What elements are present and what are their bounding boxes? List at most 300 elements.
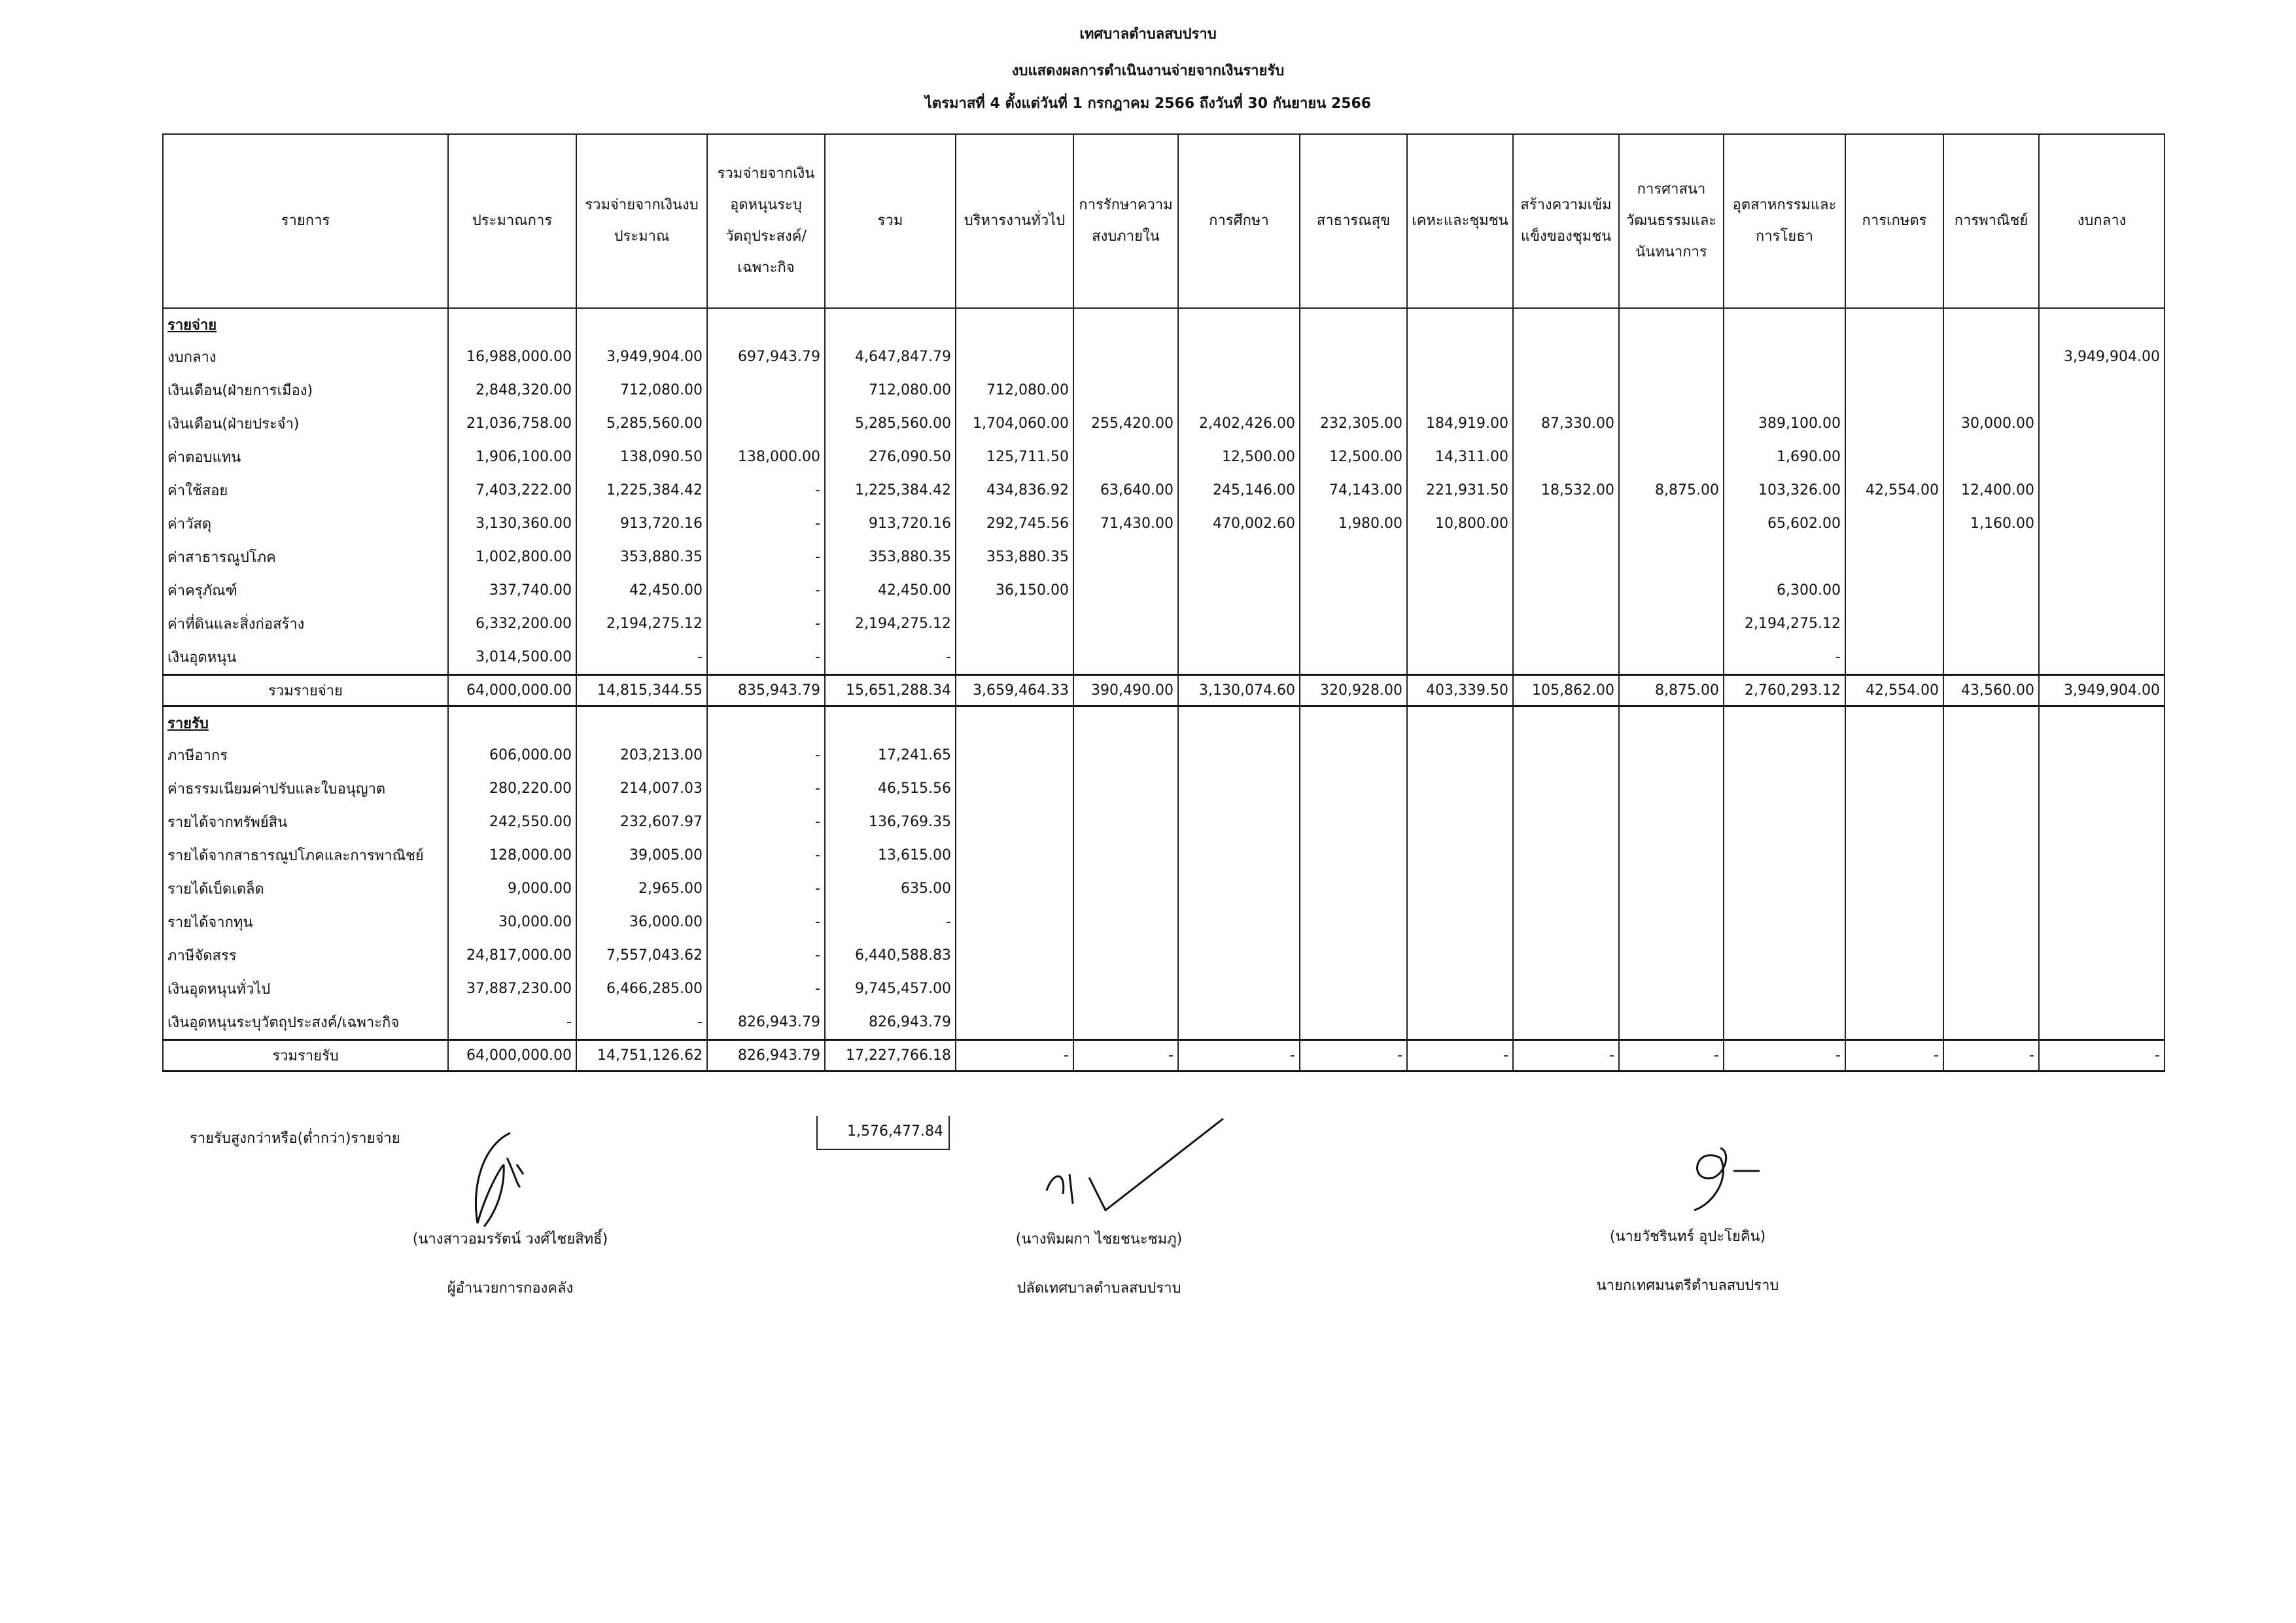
table-cell: 712,080.00 <box>825 374 956 407</box>
table-cell: 320,928.00 <box>1300 675 1407 707</box>
table-cell: - <box>1178 1040 1300 1072</box>
table-cell: 12,400.00 <box>1943 474 2039 507</box>
table-cell <box>1845 872 1943 905</box>
table-cell: 74,143.00 <box>1300 474 1407 507</box>
table-cell <box>1845 772 1943 805</box>
col-header: รวมจ่ายจากเงินงบประมาณ <box>576 134 707 308</box>
table-cell <box>707 374 825 407</box>
report-period: ไตรมาสที่ 4 ตั้งแต่วันที่ 1 กรกฎาคม 2566 ถึงวันที่ 30 กันยายน 2566 <box>924 96 1372 112</box>
table-cell <box>1407 574 1513 607</box>
table-cell <box>1619 374 1724 407</box>
table-cell: 8,875.00 <box>1619 474 1724 507</box>
table-cell <box>1845 540 1943 574</box>
table-cell: เงินอุดหนุน <box>163 640 448 675</box>
table-cell: ภาษีจัดสรร <box>163 939 448 972</box>
table-cell <box>1943 1005 2039 1040</box>
table-cell <box>956 872 1073 905</box>
table-cell: ค่าใช้สอย <box>163 474 448 507</box>
col-header: รายการ <box>163 134 448 308</box>
table-row <box>163 374 2165 407</box>
table-cell <box>1943 707 2039 739</box>
table-cell: 6,332,200.00 <box>448 607 576 640</box>
table-cell <box>1513 772 1619 805</box>
table-cell <box>1407 340 1513 374</box>
col-header: การรักษาความสงบภายใน <box>1073 134 1178 308</box>
table-cell <box>1178 340 1300 374</box>
table-cell: 353,880.35 <box>825 540 956 574</box>
table-cell <box>1513 739 1619 772</box>
table-cell: เงินเดือน(ฝ่ายประจำ) <box>163 407 448 440</box>
table-row <box>163 1005 2165 1040</box>
signature-block-finance-director <box>353 1227 667 1299</box>
table-cell: รายได้จากทรัพย์สิน <box>163 805 448 839</box>
table-cell <box>1943 872 2039 905</box>
table-cell: - <box>576 1005 707 1040</box>
table-cell <box>1724 340 1845 374</box>
signatory-name: (นางสาวอมรรัตน์ วงศ์ไชยสิทธิ์) <box>412 1231 608 1248</box>
table-cell <box>1407 540 1513 574</box>
table-cell: - <box>707 640 825 675</box>
table-cell <box>1619 772 1724 805</box>
table-cell: 9,000.00 <box>448 872 576 905</box>
table-cell: 17,241.65 <box>825 739 956 772</box>
section-header-row <box>163 308 2165 340</box>
table-cell <box>1178 374 1300 407</box>
table-cell <box>1513 707 1619 739</box>
table-cell <box>1073 839 1178 872</box>
table-cell: - <box>707 607 825 640</box>
table-cell <box>1073 607 1178 640</box>
table-row <box>163 739 2165 772</box>
table-cell: 7,557,043.62 <box>576 939 707 972</box>
table-cell <box>1178 939 1300 972</box>
table-cell: 16,988,000.00 <box>448 340 576 374</box>
table-cell <box>2039 640 2165 675</box>
table-cell <box>1407 707 1513 739</box>
table-cell <box>1943 340 2039 374</box>
table-cell: 826,943.79 <box>707 1005 825 1040</box>
table-cell: 835,943.79 <box>707 675 825 707</box>
col-header: รวมจ่ายจากเงินอุดหนุนระบุวัตถุประสงค์/เฉพาะกิจ <box>707 134 825 308</box>
table-cell <box>825 707 956 739</box>
table-cell <box>576 308 707 340</box>
table-cell <box>1178 872 1300 905</box>
table-cell <box>1619 340 1724 374</box>
table-cell <box>1845 407 1943 440</box>
table-cell <box>1943 939 2039 972</box>
table-cell <box>1300 574 1407 607</box>
table-cell: 434,836.92 <box>956 474 1073 507</box>
table-cell <box>1407 772 1513 805</box>
table-cell <box>1845 739 1943 772</box>
table-cell <box>1724 839 1845 872</box>
table-cell: 36,000.00 <box>576 905 707 939</box>
table-cell: 13,615.00 <box>825 839 956 872</box>
table-cell: 5,285,560.00 <box>576 407 707 440</box>
signatory-name: (นายวัชรินทร์ อุปะโยคิน) <box>1609 1229 1766 1245</box>
table-row <box>163 440 2165 474</box>
table-cell <box>1943 640 2039 675</box>
table-cell <box>1073 707 1178 739</box>
col-header: บริหารงานทั่วไป <box>956 134 1073 308</box>
table-cell <box>1513 607 1619 640</box>
table-cell: 42,554.00 <box>1845 675 1943 707</box>
table-cell: 138,090.50 <box>576 440 707 474</box>
table-cell <box>1845 707 1943 739</box>
table-cell <box>1943 540 2039 574</box>
table-cell: 389,100.00 <box>1724 407 1845 440</box>
table-cell: 46,515.56 <box>825 772 956 805</box>
table-cell <box>1178 972 1300 1005</box>
table-cell <box>1073 939 1178 972</box>
table-row <box>163 574 2165 607</box>
table-cell: - <box>1724 1040 1845 1072</box>
table-cell <box>1619 707 1724 739</box>
table-cell: 712,080.00 <box>576 374 707 407</box>
table-cell <box>1513 805 1619 839</box>
table-cell: 105,862.00 <box>1513 675 1619 707</box>
col-header: สาธารณสุข <box>1300 134 1407 308</box>
table-cell: ค่าธรรมเนียมค่าปรับและใบอนุญาต <box>163 772 448 805</box>
table-cell: รายได้จากสาธารณูปโภคและการพาณิชย์ <box>163 839 448 872</box>
table-cell <box>1300 374 1407 407</box>
table-cell <box>1300 340 1407 374</box>
table-cell: 15,651,288.34 <box>825 675 956 707</box>
table-cell <box>1073 640 1178 675</box>
table-cell: - <box>1513 1040 1619 1072</box>
table-cell: 337,740.00 <box>448 574 576 607</box>
table-cell: เงินเดือน(ฝ่ายการเมือง) <box>163 374 448 407</box>
table-cell <box>1073 972 1178 1005</box>
table-cell: 138,000.00 <box>707 440 825 474</box>
table-cell <box>1073 772 1178 805</box>
table-cell <box>1073 1005 1178 1040</box>
table-cell: - <box>1943 1040 2039 1072</box>
difference-value: 1,576,477.84 <box>816 1116 950 1150</box>
table-header-row <box>163 134 2165 308</box>
table-cell: 136,769.35 <box>825 805 956 839</box>
table-cell <box>1513 972 1619 1005</box>
table-cell <box>1619 872 1724 905</box>
table-cell <box>2039 839 2165 872</box>
table-cell: 2,965.00 <box>576 872 707 905</box>
table-cell <box>1619 507 1724 540</box>
table-cell <box>163 707 448 739</box>
table-cell <box>1073 739 1178 772</box>
table-cell <box>1178 308 1300 340</box>
table-cell <box>2039 440 2165 474</box>
table-cell <box>825 308 956 340</box>
table-cell: 14,751,126.62 <box>576 1040 707 1072</box>
table-cell <box>1724 707 1845 739</box>
table-cell <box>1845 805 1943 839</box>
table-cell <box>956 939 1073 972</box>
table-cell <box>1300 939 1407 972</box>
table-cell <box>1619 805 1724 839</box>
table-cell <box>1300 905 1407 939</box>
table-cell: - <box>707 939 825 972</box>
col-header: การพาณิชย์ <box>1943 134 2039 308</box>
total-row-expense <box>163 675 2165 707</box>
table-cell <box>1619 640 1724 675</box>
table-cell <box>1845 374 1943 407</box>
table-cell <box>1178 739 1300 772</box>
table-cell <box>1300 607 1407 640</box>
signature-block-mayor <box>1531 1225 1845 1297</box>
table-cell <box>1073 574 1178 607</box>
table-cell <box>1513 574 1619 607</box>
table-cell <box>2039 607 2165 640</box>
table-cell: 12,500.00 <box>1300 440 1407 474</box>
table-cell <box>956 707 1073 739</box>
table-cell <box>2039 939 2165 972</box>
table-cell <box>448 707 576 739</box>
table-cell: 606,000.00 <box>448 739 576 772</box>
table-cell <box>1724 308 1845 340</box>
col-header: สร้างความเข้มแข็งของชุมชน <box>1513 134 1619 308</box>
table-cell <box>1407 972 1513 1005</box>
table-cell <box>1407 607 1513 640</box>
table-cell: - <box>576 640 707 675</box>
table-cell: 913,720.16 <box>576 507 707 540</box>
table-cell: 203,213.00 <box>576 739 707 772</box>
table-cell: 10,800.00 <box>1407 507 1513 540</box>
table-cell: - <box>707 540 825 574</box>
table-cell: 3,659,464.33 <box>956 675 1073 707</box>
table-cell <box>1300 640 1407 675</box>
table-cell: - <box>707 772 825 805</box>
table-row <box>163 540 2165 574</box>
table-cell <box>956 905 1073 939</box>
table-cell <box>1513 507 1619 540</box>
table-cell <box>1073 905 1178 939</box>
table-cell <box>1513 640 1619 675</box>
table-cell: 30,000.00 <box>1943 407 2039 440</box>
table-cell: ค่าวัสดุ <box>163 507 448 540</box>
table-cell <box>1845 440 1943 474</box>
difference-label: รายรับสูงกว่าหรือ(ต่ำกว่า)รายจ่าย <box>190 1130 400 1147</box>
table-cell <box>956 739 1073 772</box>
table-cell: รายได้จากทุน <box>163 905 448 939</box>
table-cell <box>1724 805 1845 839</box>
section-label: รายจ่าย <box>167 317 217 334</box>
table-cell <box>1513 374 1619 407</box>
table-cell <box>707 707 825 739</box>
table-cell <box>1178 805 1300 839</box>
table-cell: 1,704,060.00 <box>956 407 1073 440</box>
table-cell: 30,000.00 <box>448 905 576 939</box>
table-cell <box>1513 872 1619 905</box>
table-cell <box>1845 607 1943 640</box>
table-row <box>163 772 2165 805</box>
table-cell <box>1513 308 1619 340</box>
table-cell: - <box>707 507 825 540</box>
table-cell <box>1300 739 1407 772</box>
table-cell <box>1407 308 1513 340</box>
table-cell: - <box>707 872 825 905</box>
table-cell: 12,500.00 <box>1178 440 1300 474</box>
col-header: การศาสนาวัฒนธรรมและนันทนาการ <box>1619 134 1724 308</box>
table-cell: 3,130,074.60 <box>1178 675 1300 707</box>
table-cell <box>1407 805 1513 839</box>
table-cell <box>1845 340 1943 374</box>
table-cell: 276,090.50 <box>825 440 956 474</box>
table-row <box>163 607 2165 640</box>
table-cell: 913,720.16 <box>825 507 956 540</box>
table-cell <box>1845 640 1943 675</box>
table-cell <box>2039 374 2165 407</box>
table-cell <box>1619 905 1724 939</box>
table-cell: 635.00 <box>825 872 956 905</box>
col-header: เคหะและชุมชน <box>1407 134 1513 308</box>
table-cell: 2,402,426.00 <box>1178 407 1300 440</box>
table-cell: 403,339.50 <box>1407 675 1513 707</box>
table-cell <box>2039 972 2165 1005</box>
table-cell: 184,919.00 <box>1407 407 1513 440</box>
table-cell: ค่าที่ดินและสิ่งก่อสร้าง <box>163 607 448 640</box>
table-cell: 21,036,758.00 <box>448 407 576 440</box>
signatory-title: นายกเทศมนตรีตำบลสบปราบ <box>1596 1278 1779 1294</box>
table-cell <box>1300 707 1407 739</box>
table-cell: 65,602.00 <box>1724 507 1845 540</box>
table-cell: 71,430.00 <box>1073 507 1178 540</box>
table-cell <box>1178 607 1300 640</box>
table-cell <box>956 772 1073 805</box>
signature-block-municipal-clerk <box>942 1227 1256 1299</box>
table-cell <box>1724 1005 1845 1040</box>
total-row-income <box>163 1040 2165 1072</box>
table-cell <box>956 607 1073 640</box>
table-cell: 3,014,500.00 <box>448 640 576 675</box>
table-cell <box>2039 739 2165 772</box>
table-cell <box>1513 839 1619 872</box>
signatory-name: (นางพิมผกา ไชยชนะชมภู) <box>1015 1231 1183 1248</box>
table-cell <box>1300 308 1407 340</box>
table-cell: 9,745,457.00 <box>825 972 956 1005</box>
table-cell <box>1513 540 1619 574</box>
table-cell <box>2039 905 2165 939</box>
table-cell: - <box>1619 1040 1724 1072</box>
table-row <box>163 507 2165 540</box>
table-cell: - <box>707 739 825 772</box>
table-cell: 14,311.00 <box>1407 440 1513 474</box>
table-cell: - <box>825 640 956 675</box>
org-name: เทศบาลตำบลสบปราบ <box>1079 26 1217 43</box>
table-cell <box>1943 607 2039 640</box>
table-cell <box>1073 440 1178 474</box>
section-label: รายรับ <box>167 715 209 732</box>
table-cell: 5,285,560.00 <box>825 407 956 440</box>
table-row <box>163 939 2165 972</box>
table-cell <box>1724 939 1845 972</box>
table-cell: 3,949,904.00 <box>2039 675 2165 707</box>
table-cell: - <box>707 474 825 507</box>
table-cell <box>1407 905 1513 939</box>
table-cell: 826,943.79 <box>707 1040 825 1072</box>
table-row <box>163 972 2165 1005</box>
table-cell: รวมรายจ่าย <box>163 675 448 707</box>
table-cell <box>2039 707 2165 739</box>
report-title: งบแสดงผลการดำเนินงานจ่ายจากเงินรายรับ <box>1011 63 1285 79</box>
table-cell <box>1943 739 2039 772</box>
table-cell: 42,554.00 <box>1845 474 1943 507</box>
table-cell <box>1619 939 1724 972</box>
table-cell <box>956 1005 1073 1040</box>
table-cell: 1,160.00 <box>1943 507 2039 540</box>
col-header: การเกษตร <box>1845 134 1943 308</box>
report-table <box>162 133 2165 1072</box>
table-cell <box>1724 540 1845 574</box>
table-cell <box>1845 839 1943 872</box>
table-cell: - <box>1724 640 1845 675</box>
table-cell <box>1724 972 1845 1005</box>
table-cell: เงินอุดหนุนระบุวัตถุประสงค์/เฉพาะกิจ <box>163 1005 448 1040</box>
table-cell <box>1178 574 1300 607</box>
table-cell: ค่าครุภัณฑ์ <box>163 574 448 607</box>
expense-section <box>163 308 2165 707</box>
table-cell <box>707 407 825 440</box>
table-cell <box>1943 772 2039 805</box>
table-cell: 242,550.00 <box>448 805 576 839</box>
table-cell: 24,817,000.00 <box>448 939 576 972</box>
table-cell: 103,326.00 <box>1724 474 1845 507</box>
table-cell <box>1073 805 1178 839</box>
table-cell: - <box>1407 1040 1513 1072</box>
table-cell <box>1619 839 1724 872</box>
table-cell: 43,560.00 <box>1943 675 2039 707</box>
table-row <box>163 839 2165 872</box>
table-cell: - <box>707 972 825 1005</box>
table-cell <box>1845 905 1943 939</box>
signatory-title: ปลัดเทศบาลตำบลสบปราบ <box>1017 1280 1181 1297</box>
table-cell <box>1724 739 1845 772</box>
col-header: งบกลาง <box>2039 134 2165 308</box>
table-row <box>163 905 2165 939</box>
table-cell: 232,607.97 <box>576 805 707 839</box>
table-cell <box>1407 1005 1513 1040</box>
table-cell <box>1073 308 1178 340</box>
table-cell <box>1943 374 2039 407</box>
table-cell <box>1845 972 1943 1005</box>
table-cell <box>1300 540 1407 574</box>
table-cell <box>1178 839 1300 872</box>
table-cell: 3,949,904.00 <box>2039 340 2165 374</box>
table-cell <box>1619 540 1724 574</box>
table-cell: รายได้เบ็ดเตล็ด <box>163 872 448 905</box>
table-cell: 353,880.35 <box>956 540 1073 574</box>
table-row <box>163 340 2165 374</box>
table-cell <box>1619 440 1724 474</box>
table-cell <box>956 839 1073 872</box>
table-cell <box>1724 772 1845 805</box>
table-cell: 697,943.79 <box>707 340 825 374</box>
table-cell: 390,490.00 <box>1073 675 1178 707</box>
table-cell: 4,647,847.79 <box>825 340 956 374</box>
table-cell: 2,194,275.12 <box>825 607 956 640</box>
table-cell <box>1845 507 1943 540</box>
table-cell <box>1300 772 1407 805</box>
table-cell <box>1513 939 1619 972</box>
table-cell <box>1300 872 1407 905</box>
table-cell <box>1943 440 2039 474</box>
table-cell: - <box>2039 1040 2165 1072</box>
table-cell <box>1407 739 1513 772</box>
signatory-title: ผู้อำนวยการกองคลัง <box>447 1280 574 1297</box>
table-cell <box>1845 308 1943 340</box>
table-cell <box>1407 374 1513 407</box>
table-cell: - <box>1300 1040 1407 1072</box>
table-cell <box>1724 872 1845 905</box>
